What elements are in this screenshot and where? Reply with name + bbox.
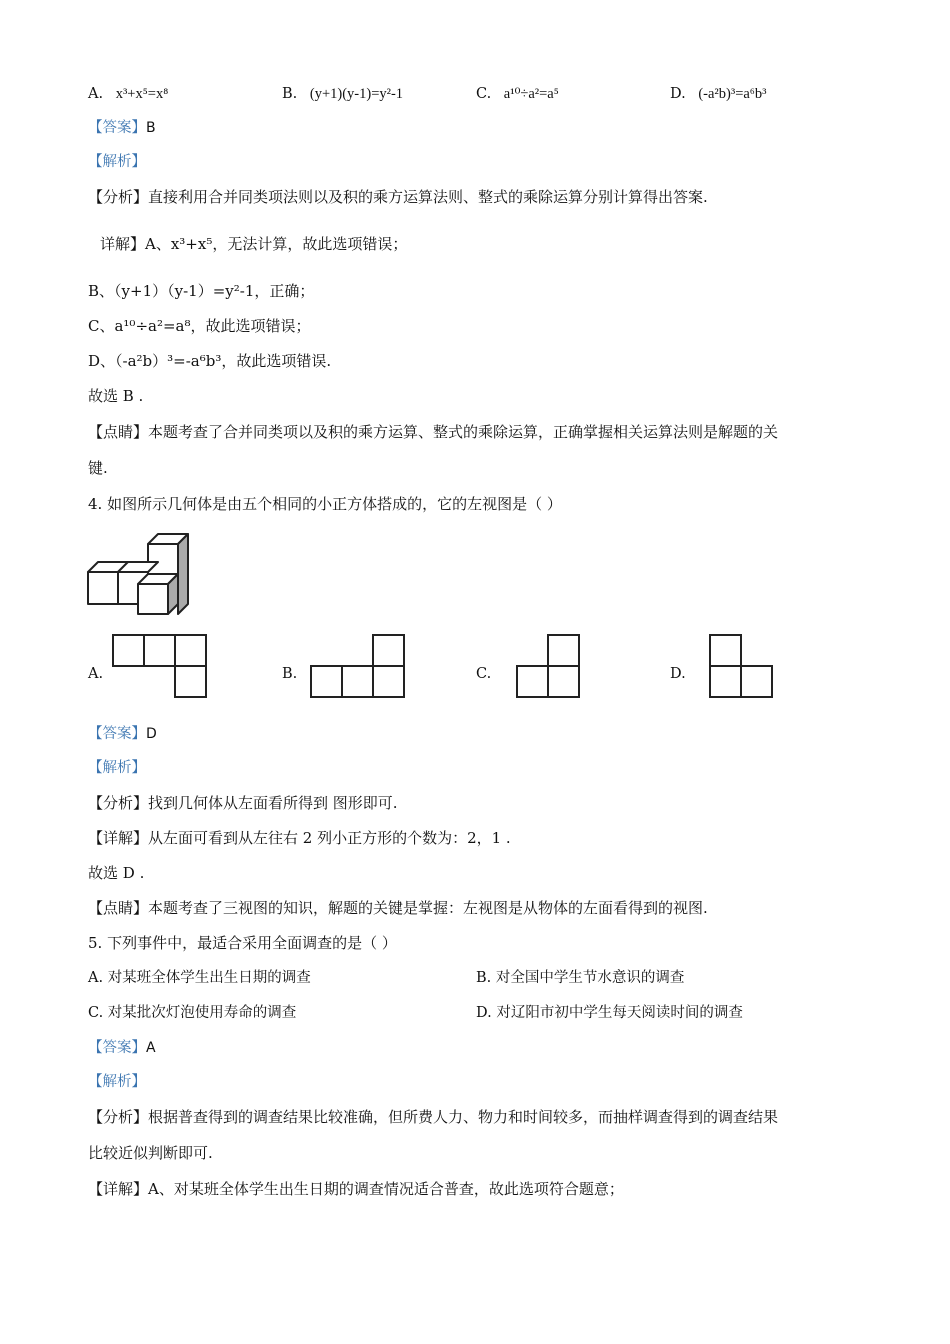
q3-answer <box>88 117 156 138</box>
q5-jiexi-tag: 【解析】 <box>88 1074 146 1090</box>
q3-xiangjie-d: D、（-a²b）³=-a⁶b³，故此选项错误. <box>88 352 332 370</box>
q5-option-d: D. 对辽阳市初中学生每天阅读时间的调查 <box>476 1005 743 1021</box>
q3-jiexi-tag: 【解析】 <box>88 154 146 170</box>
q4-solid-figure <box>84 532 194 616</box>
q3-option-d-text: (-a²b)³=a⁶b³ <box>698 86 767 102</box>
q3-option-d <box>670 84 766 104</box>
q4-a-square <box>174 634 207 667</box>
q4-option-d-figure <box>709 634 775 696</box>
q3-option-a-text: x³+x⁵=x⁸ <box>115 86 169 102</box>
q5-answer-tag: 【答案】 <box>88 1040 146 1056</box>
q4-solid-cube-front <box>138 584 168 614</box>
q4-solid-right-face <box>178 534 188 614</box>
q4-option-c-figure <box>516 634 582 696</box>
q3-xiangjie-c: C、a¹⁰÷a²=a⁸，故此选项错误； <box>88 317 311 335</box>
q3-dianjing-line2: 键. <box>88 459 108 477</box>
q3-option-a-label: A. <box>88 86 104 102</box>
q4-c-square <box>547 634 580 667</box>
q4-xiangjie: 【详解】从左面可看到从左往右 2 列小正方形的个数为：2，1 . <box>88 829 511 847</box>
q3-xiangjie-a: 详解】A、x³+x⁵，无法计算，故此选项错误； <box>100 235 408 253</box>
q3-option-b-text: (y+1)(y-1)=y²-1 <box>309 86 404 102</box>
q5-xiangjie-a: 【详解】A、对某班全体学生出生日期的调查情况适合普查，故此选项符合题意； <box>88 1180 624 1198</box>
q4-option-d-label: D. <box>670 666 686 682</box>
q3-xiangjie-b: B、（y+1）（y-1）=y²-1，正确； <box>88 282 315 300</box>
q4-a-square <box>143 634 176 667</box>
q4-option-b-label: B. <box>282 666 298 682</box>
q4-c-square <box>547 665 580 698</box>
q5-option-b: B. 对全国中学生节水意识的调查 <box>476 970 685 986</box>
q4-option-c-label: C. <box>476 666 492 682</box>
q4-guxuan: 故选 D . <box>88 864 145 882</box>
q3-option-c <box>476 84 559 104</box>
q4-dianjing: 【点睛】本题考查了三视图的知识，解题的关键是掌握：左视图是从物体的左面看得到的视图. <box>88 899 708 917</box>
q4-d-square <box>740 665 773 698</box>
q4-solid-upper-cube <box>148 544 178 574</box>
q4-option-a-figure <box>112 634 208 696</box>
q4-solid-cube-left <box>88 572 118 604</box>
q5-option-c: C. 对某批次灯泡使用寿命的调查 <box>88 1005 297 1021</box>
q4-fenxi: 【分析】找到几何体从左面看所得到 图形即可. <box>88 794 398 812</box>
q4-answer <box>88 723 157 744</box>
q4-b-square <box>372 665 405 698</box>
q5-answer-value: A <box>146 1040 156 1056</box>
q3-guxuan: 故选 B . <box>88 387 144 405</box>
q4-jiexi-tag: 【解析】 <box>88 760 146 776</box>
q3-option-d-label: D. <box>670 86 686 102</box>
q4-b-square <box>310 665 343 698</box>
q4-b-square <box>341 665 374 698</box>
q5-fenxi-line2: 比较近似判断即可. <box>88 1144 213 1162</box>
q3-option-c-text: a¹⁰÷a²=a⁵ <box>503 86 559 102</box>
q5-answer <box>88 1037 156 1058</box>
q3-answer-value: B <box>146 120 156 136</box>
q4-b-square <box>372 634 405 667</box>
q3-option-c-label: C. <box>476 86 492 102</box>
q3-option-a <box>88 84 168 104</box>
q3-fenxi: 【分析】直接利用合并同类项法则以及积的乘方运算法则、整式的乘除运算分别计算得出答案. <box>88 188 708 206</box>
q4-d-square <box>709 634 742 667</box>
q4-option-a-label: A. <box>88 666 104 682</box>
q4-d-square <box>709 665 742 698</box>
q5-option-a: A. 对某班全体学生出生日期的调查 <box>88 970 311 986</box>
q3-option-b-label: B. <box>282 86 298 102</box>
q4-a-square <box>174 665 207 698</box>
q4-answer-value: D <box>146 726 157 742</box>
q5-stem: 5. 下列事件中，最适合采用全面调查的是（ ） <box>88 934 397 952</box>
q4-stem: 4. 如图所示几何体是由五个相同的小正方体搭成的，它的左视图是（ ） <box>88 495 562 513</box>
q4-option-b-figure <box>310 634 406 696</box>
q4-c-square <box>516 665 549 698</box>
q5-fenxi-line1: 【分析】根据普查得到的调查结果比较准确，但所费人力、物力和时间较多，而抽样调查得到的调查结果 <box>88 1108 779 1126</box>
q3-option-b <box>282 84 403 104</box>
q3-answer-tag: 【答案】 <box>88 120 146 136</box>
q4-a-square <box>112 634 145 667</box>
q4-answer-tag: 【答案】 <box>88 726 146 742</box>
q3-dianjing-line1: 【点睛】本题考查了合并同类项以及积的乘方运算、整式的乘除运算，正确掌握相关运算法则是解题的关 <box>88 423 779 441</box>
